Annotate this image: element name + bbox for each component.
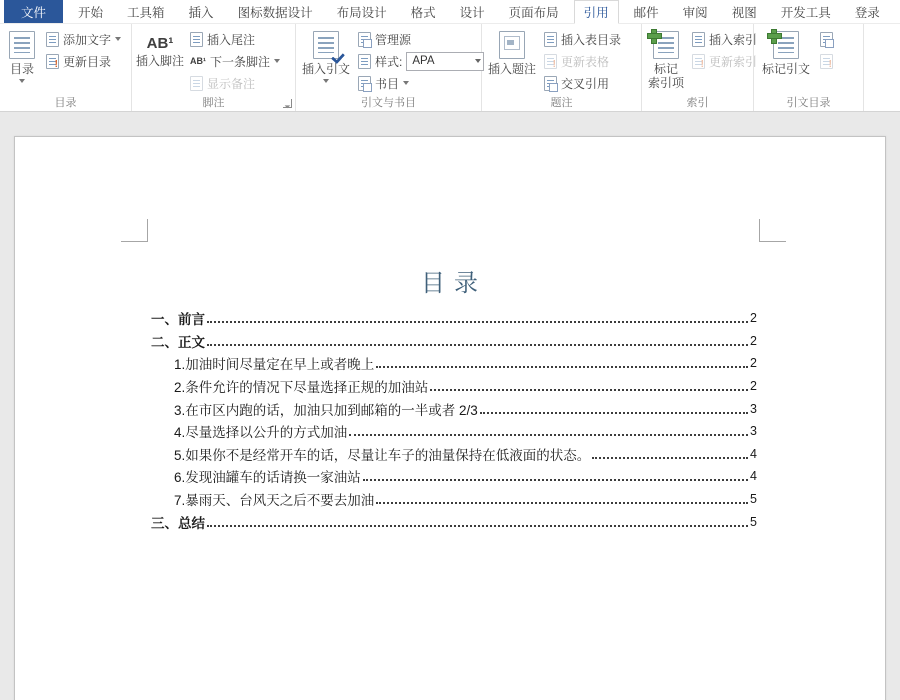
update-table-of-authorities-button xyxy=(817,51,836,71)
next-footnote-label: 下一条脚注 xyxy=(210,54,271,69)
mark-entry-label-line1: 标记 xyxy=(653,62,678,76)
cross-reference-icon xyxy=(544,76,557,91)
footnote-icon: AB¹ xyxy=(146,35,174,52)
toc-page-number: 3 xyxy=(750,424,757,439)
mark-citation-button[interactable] xyxy=(758,27,814,95)
mark-entry-label-line2: 索引项 xyxy=(647,76,684,91)
ribbon-tab-label: 设计 xyxy=(459,5,485,20)
ribbon-tab[interactable] xyxy=(723,0,766,23)
margin-corner-mark-left xyxy=(121,219,148,242)
bibliography-icon xyxy=(358,76,371,91)
chevron-down-icon xyxy=(323,79,329,83)
update-toc-icon xyxy=(46,54,59,69)
show-notes-icon xyxy=(190,76,203,91)
insert-table-of-figures-button[interactable] xyxy=(541,29,624,49)
ribbon-tab-label: 邮件 xyxy=(633,5,659,20)
toc-entry[interactable] xyxy=(151,465,757,488)
dot-leader xyxy=(363,479,748,481)
insert-caption-button[interactable] xyxy=(486,27,538,95)
ribbon-tab-label: 开始 xyxy=(78,5,104,20)
ribbon-tab[interactable] xyxy=(402,0,445,23)
citation-style-select[interactable] xyxy=(406,52,484,71)
bibliography-label: 书目 xyxy=(375,76,400,91)
plus-icon xyxy=(767,29,780,42)
ribbon xyxy=(0,24,900,112)
toc-page-number: 5 xyxy=(750,492,757,507)
toc-page-number: 2 xyxy=(750,379,757,394)
toc-entry[interactable] xyxy=(151,443,757,466)
dot-leader xyxy=(207,321,748,323)
dot-leader xyxy=(376,502,748,504)
insert-footnote-button[interactable] xyxy=(136,27,184,95)
insert-table-of-authorities-icon xyxy=(820,32,833,47)
show-notes-button xyxy=(187,73,283,93)
toc-entry-text: 4.尽量选择以公升的方式加油 xyxy=(174,425,348,441)
mark-entry-icon xyxy=(653,31,679,59)
dot-leader xyxy=(349,434,748,436)
dot-leader xyxy=(480,412,748,414)
ribbon-tab-label: 插入 xyxy=(188,5,214,20)
ribbon-tab[interactable] xyxy=(229,0,322,23)
table-of-contents xyxy=(151,307,757,533)
update-toc-label: 更新目录 xyxy=(63,54,112,69)
insert-citation-button[interactable] xyxy=(300,27,352,95)
cross-reference-button[interactable] xyxy=(541,73,624,93)
ribbon-group-captions xyxy=(482,24,642,111)
update-table-icon xyxy=(544,54,557,69)
insert-citation-icon xyxy=(313,31,339,59)
mark-citation-icon xyxy=(773,31,799,59)
toc-entry-text: 2.条件允许的情况下尽量选择正规的加油站 xyxy=(174,380,429,396)
ribbon-tab[interactable] xyxy=(180,0,223,23)
ribbon-tab-label: 开发工具 xyxy=(780,5,831,20)
ribbon-tab-label: 引用 xyxy=(583,6,609,20)
chevron-down-icon xyxy=(403,81,409,85)
update-index-icon xyxy=(692,54,705,69)
dot-leader xyxy=(592,457,748,459)
insert-endnote-button[interactable] xyxy=(187,29,283,49)
ribbon-tab[interactable] xyxy=(574,0,619,24)
toc-entry[interactable] xyxy=(151,375,757,398)
group-label-footnotes: 脚注 xyxy=(202,97,225,109)
citation-style-value: APA xyxy=(412,55,435,67)
ribbon-tab-label: 登录 xyxy=(854,5,880,20)
group-label-toc: 目录 xyxy=(54,97,77,109)
toc-entry[interactable] xyxy=(151,352,757,375)
insert-table-of-figures-icon xyxy=(544,32,557,47)
toc-entry-text: 3.在市区内跑的话，加油只加到邮箱的一半或者 2/3 xyxy=(174,402,478,418)
chevron-down-icon xyxy=(475,59,481,63)
insert-table-of-authorities-button[interactable] xyxy=(817,29,836,49)
ribbon-group-footnotes xyxy=(132,24,296,111)
ribbon-tab-label: 布局设计 xyxy=(336,5,387,20)
ribbon-tab[interactable] xyxy=(328,0,396,23)
manage-sources-icon xyxy=(358,32,371,47)
dot-leader xyxy=(430,389,748,391)
cross-reference-label: 交叉引用 xyxy=(561,76,610,91)
toc-page-number: 2 xyxy=(750,311,757,326)
ribbon-tab[interactable] xyxy=(625,0,668,23)
ribbon-tab-label: 审阅 xyxy=(682,5,708,20)
document-page[interactable] xyxy=(14,136,886,700)
toc-entry-text: 三、总结 xyxy=(151,515,205,531)
update-toc-button[interactable] xyxy=(43,51,124,71)
insert-endnote-label: 插入尾注 xyxy=(207,32,256,47)
group-label-authorities: 引文目录 xyxy=(786,97,831,109)
toc-entry[interactable] xyxy=(151,330,757,353)
citation-style-row xyxy=(355,51,487,71)
toc-entry-text: 二、正文 xyxy=(151,334,205,350)
style-icon xyxy=(358,54,371,69)
toc-button-label: 目录 xyxy=(9,62,34,76)
chevron-down-icon xyxy=(19,79,25,83)
next-footnote-icon: AB¹ xyxy=(190,56,206,66)
update-table-button xyxy=(541,51,624,71)
style-label: 样式: xyxy=(375,54,403,69)
insert-citation-label: 插入引文 xyxy=(301,62,350,76)
toc-entry[interactable] xyxy=(151,397,757,420)
add-text-button[interactable] xyxy=(43,29,124,49)
ribbon-tab-label: 工具箱 xyxy=(127,5,165,20)
dot-leader xyxy=(376,366,748,368)
insert-caption-label: 插入题注 xyxy=(487,62,536,76)
toc-entry-text: 7.暴雨天、台风天之后不要去加油 xyxy=(174,493,375,509)
ribbon-tab[interactable] xyxy=(500,0,568,23)
mark-entry-label xyxy=(648,62,684,91)
ribbon-tab[interactable] xyxy=(69,0,112,23)
next-footnote-button[interactable] xyxy=(187,51,283,71)
plus-icon xyxy=(647,29,660,42)
group-label-index: 索引 xyxy=(686,97,709,109)
insert-table-of-figures-label: 插入表目录 xyxy=(561,32,622,47)
footnotes-dialog-launcher-icon[interactable] xyxy=(283,99,292,108)
group-label-captions: 题注 xyxy=(550,97,573,109)
toc-entry[interactable] xyxy=(151,307,757,330)
ribbon-tab-label: 格式 xyxy=(410,5,436,20)
toc-entry-text: 6.发现油罐车的话请换一家油站 xyxy=(174,470,361,486)
dot-leader xyxy=(207,344,748,346)
toc-entry-text: 5.如果你不是经常开车的话，尽量让车子的油量保持在低液面的状态。 xyxy=(174,447,591,463)
ribbon-group-index xyxy=(642,24,758,111)
ribbon-tab[interactable] xyxy=(846,0,889,23)
chevron-down-icon xyxy=(115,37,121,41)
ribbon-group-toc xyxy=(0,24,132,111)
insert-index-button[interactable] xyxy=(689,29,760,49)
ribbon-tab[interactable] xyxy=(451,0,494,23)
add-text-label: 添加文字 xyxy=(63,32,112,47)
manage-sources-label: 管理源 xyxy=(375,32,412,47)
update-table-of-authorities-icon xyxy=(820,54,833,69)
add-text-icon xyxy=(46,32,59,47)
toc-page-number: 4 xyxy=(750,446,757,461)
toc-page-number: 2 xyxy=(750,356,757,371)
ribbon-group-authorities xyxy=(754,24,864,111)
bibliography-button[interactable] xyxy=(355,73,487,93)
toc-entry[interactable] xyxy=(151,510,757,533)
update-table-label: 更新表格 xyxy=(561,54,610,69)
ribbon-tab-label: 文件 xyxy=(21,5,47,20)
ribbon-tab[interactable] xyxy=(772,0,840,23)
update-index-button xyxy=(689,51,760,71)
chevron-down-icon xyxy=(274,59,280,63)
mark-citation-label: 标记引文 xyxy=(761,62,810,76)
toc-entry[interactable] xyxy=(151,488,757,511)
ribbon-tab-bar xyxy=(0,0,900,24)
mark-entry-button[interactable] xyxy=(646,27,686,95)
toc-entry-text: 一、前言 xyxy=(151,312,205,328)
group-label-citations: 引文与书目 xyxy=(361,97,416,109)
ribbon-group-citations xyxy=(296,24,482,111)
insert-caption-icon xyxy=(499,31,525,59)
ribbon-tab[interactable] xyxy=(118,0,174,23)
toc-page-number: 2 xyxy=(750,333,757,348)
toc-page-number: 5 xyxy=(750,514,757,529)
toc-button[interactable] xyxy=(4,27,40,95)
ribbon-tab-label: 图标数据设计 xyxy=(237,5,313,20)
toc-title: 目录 xyxy=(421,271,487,297)
show-notes-label: 显示备注 xyxy=(207,76,256,91)
manage-sources-button[interactable] xyxy=(355,29,487,49)
ribbon-tab-label: 视图 xyxy=(731,5,757,20)
toc-icon xyxy=(9,31,35,59)
toc-entry[interactable] xyxy=(151,420,757,443)
ribbon-tab[interactable] xyxy=(674,0,717,23)
toc-entry-text: 1.加油时间尽量定在早上或者晚上 xyxy=(174,357,375,373)
ribbon-tab-label: 页面布局 xyxy=(508,5,559,20)
insert-index-label: 插入索引 xyxy=(709,32,758,47)
margin-corner-mark-right xyxy=(759,219,786,242)
toc-page-number: 4 xyxy=(750,469,757,484)
ribbon-tab[interactable] xyxy=(4,0,63,23)
update-index-label: 更新索引 xyxy=(709,54,758,69)
insert-endnote-icon xyxy=(190,32,203,47)
document-workspace[interactable] xyxy=(0,112,900,700)
insert-footnote-label: 插入脚注 xyxy=(136,54,185,68)
insert-index-icon xyxy=(692,32,705,47)
dot-leader xyxy=(207,525,748,527)
toc-page-number: 3 xyxy=(750,401,757,416)
